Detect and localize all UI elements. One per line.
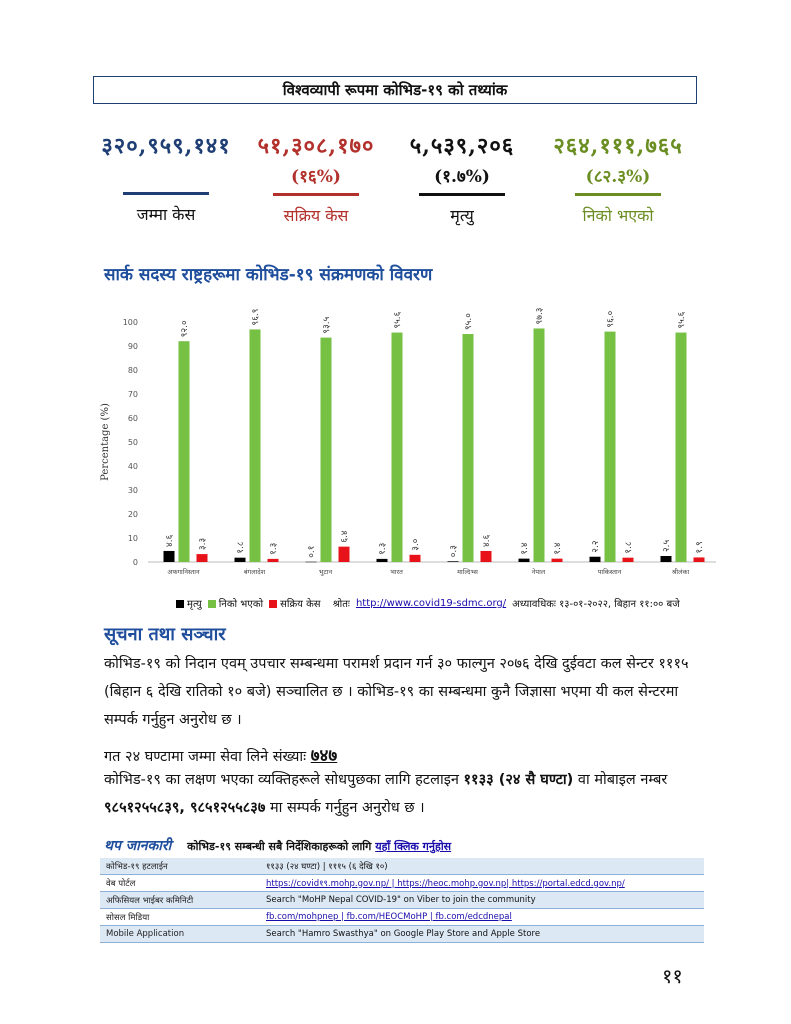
y-tick-label: 90 (127, 342, 138, 351)
service-count-label: गत २४ घण्टामा जम्मा सेवा लिने संख्याः (104, 749, 307, 765)
call-center-paragraph: कोभिड-१९ को निदान एवम् उपचार सम्बन्धमा परामर्श प्रदान गर्न ३० फाल्गुन २०७६ देखि दुईवटा कल सेन्टर १११५ (बिहान ६ देखि रातिको १० बजे) सञ्चालित छ । कोभिड-१९ का सम्बन्धमा कुनै जिज्ञासा भएमा यी कल सेन्टरमा सम्पर्क गर्नुहुन अनुरोध छ । (104, 656, 689, 728)
legend-item-recovered (208, 596, 263, 610)
table-key: कोभिड-१९ हटलाईन (100, 858, 260, 875)
stat-percent (96, 164, 236, 186)
mobile-numbers: ९८५१२५५८३९, ९८५१२५५८३७ (104, 800, 266, 816)
bar-deaths (377, 559, 388, 562)
y-tick-label: 100 (122, 318, 138, 327)
x-tick-label: माल्दिभ्स (457, 568, 478, 576)
bar-value-label: ९६.९ (251, 308, 261, 326)
bar-recovered (392, 333, 403, 562)
bar-value-label: ०.३ (449, 545, 459, 558)
bar-value-label: १.९ (695, 541, 705, 554)
stat-active-cases (246, 130, 386, 226)
table-value: Search "MoHP Nepal COVID-19" on Viber to join the community (260, 892, 704, 909)
contact-info-table (100, 858, 704, 943)
bar-value-label: ३.३ (198, 537, 208, 551)
bar-deaths (661, 556, 672, 562)
bar-value-label: ४.६ (482, 534, 492, 547)
table-key: सोसल मिडिया (100, 909, 260, 926)
bar-recovered (321, 338, 332, 562)
x-tick-label: पाकिस्तान (597, 568, 622, 576)
y-tick-label: 10 (127, 534, 138, 543)
bar-active (694, 557, 705, 562)
bar-value-label: २.५ (662, 539, 672, 552)
bar-deaths (235, 558, 246, 562)
bar-value-label: ९५.६ (393, 311, 403, 329)
table-key: अफिसियल भाईबर कमिनिटी (100, 892, 260, 909)
chart-legend (176, 596, 680, 610)
table-row (100, 926, 704, 943)
saarc-section-title: सार्क सदस्य राष्ट्रहरूमा कोभिड-१९ संक्रमणको विवरण (104, 265, 433, 285)
guidelines-link[interactable]: यहाँ क्लिक गर्नुहोस (375, 840, 452, 853)
legend-swatch (176, 600, 184, 608)
stat-label: सक्रिय केस (283, 206, 349, 225)
stat-value: ५,५३९,२०६ (409, 133, 515, 159)
bar-value-label: ०.१ (307, 545, 317, 558)
bar-value-label: ९७.३ (535, 307, 545, 325)
legend-swatch (269, 600, 277, 608)
hotline-text-b: वा मोबाइल नम्बर (577, 772, 668, 788)
bar-value-label: ६.४ (340, 530, 350, 543)
legend-label: मृत्यु (187, 599, 202, 610)
table-row (100, 858, 704, 875)
page-number: ११ (662, 964, 683, 988)
x-tick-label: अफगानिस्तान (167, 568, 200, 576)
bar-deaths (306, 562, 317, 563)
bar-recovered (676, 333, 687, 562)
bar-active (268, 559, 279, 562)
stat-label: निको भएको (582, 206, 654, 225)
page-header-title: विश्वव्यापी रूपमा कोभिड-१९ को तथ्यांक (93, 76, 697, 104)
more-info-title: थप जानकारी (104, 838, 172, 854)
bar-active (552, 559, 563, 562)
y-tick-label: 30 (127, 486, 138, 495)
bar-value-label: १.८ (236, 541, 246, 554)
stat-rule (123, 192, 209, 195)
bar-value-label: ९६.० (606, 310, 616, 328)
stat-label: मृत्यु (450, 206, 474, 225)
web-portal-links[interactable]: https://covid१९.mohp.gov.np/ | https://heoc.mohp.gov.np| https://portal.edcd.gov.np/ (266, 878, 625, 889)
bar-value-label: ९५.६ (677, 311, 687, 329)
bar-value-label: ९२.० (180, 320, 190, 338)
bar-recovered (463, 334, 474, 562)
y-tick-label: 70 (127, 390, 138, 399)
saarc-covid-bar-chart (96, 290, 736, 610)
bar-active (339, 547, 350, 562)
bar-recovered (179, 341, 190, 562)
bar-recovered (250, 329, 261, 562)
table-value: ११३३ (२४ घण्टा) | १११५ (६ देखि १०) (260, 858, 704, 875)
y-tick-label: 0 (132, 558, 138, 567)
bar-value-label: २.२ (591, 540, 601, 553)
bar-active (410, 555, 421, 562)
bar-value-label: ९५.० (464, 313, 474, 330)
table-key: Mobile Application (100, 926, 260, 943)
source-updated: अध्यावधिकः १३-०१-२०२२, बिहान ११:०० बजे (512, 599, 680, 610)
bar-value-label: १.३ (378, 542, 388, 555)
bar-value-label: ३.० (411, 538, 421, 551)
table-row (100, 875, 704, 892)
x-tick-label: भुटान (318, 568, 333, 576)
bar-value-label: १.४ (553, 542, 563, 555)
hotline-number: ११३३ (२४ सै घण्टा) (463, 772, 574, 788)
source-link[interactable]: http://www.covid19-sdmc.org/ (355, 597, 507, 609)
legend-item-deaths (176, 596, 202, 610)
stat-percent: (८२.३%) (585, 167, 651, 187)
table-value (260, 909, 704, 926)
legend-swatch (208, 600, 216, 608)
more-info-text: कोभिड-१९ सम्बन्धी सबै निर्देशिकाहरूको लागि (187, 840, 372, 853)
y-tick-label: 80 (127, 366, 138, 375)
hotline-text-c: मा सम्पर्क गर्नुहुन अनुरोध छ । (269, 800, 425, 816)
bar-value-label: १.४ (520, 542, 530, 555)
bar-deaths (164, 551, 175, 562)
hotline-text-a: कोभिड-१९ का लक्षण भएका व्यक्तिहरूले सोधपुछका लागि हटलाइन (104, 772, 459, 788)
bar-value-label: १.८ (624, 541, 634, 554)
info-section-title: सूचना तथा सञ्चार (104, 624, 226, 645)
stat-deaths (392, 130, 532, 226)
bar-value-label: १.३ (269, 542, 279, 555)
y-tick-label: 50 (127, 438, 138, 447)
x-tick-label: भारत (390, 568, 403, 576)
stat-percent: (१.७%) (434, 167, 490, 187)
table-value: Search "Hamro Swasthya" on Google Play Store and Apple Store (260, 926, 704, 943)
stat-value: ५१,३०८,१७० (257, 133, 375, 159)
stat-rule (575, 193, 661, 196)
more-info-line (104, 836, 451, 855)
bar-active (623, 558, 634, 562)
stat-label: जम्मा केस (136, 205, 196, 224)
stat-total-cases (96, 130, 236, 225)
bar-active (197, 554, 208, 562)
table-key: वेब पोर्टल (100, 875, 260, 892)
bar-deaths (590, 557, 601, 562)
service-count-value: ७४७ (310, 746, 338, 766)
stat-rule (273, 193, 359, 196)
bar-deaths (448, 561, 459, 562)
legend-item-active (269, 596, 320, 610)
y-axis-label: Percentage (%) (100, 403, 111, 481)
legend-label: सक्रिय केस (280, 599, 321, 610)
bar-recovered (605, 332, 616, 562)
bar-value-label: ४.६ (165, 534, 175, 547)
table-row (100, 892, 704, 909)
stat-recovered (538, 130, 698, 226)
stat-rule (419, 193, 505, 196)
legend-label: निको भएको (218, 599, 264, 610)
bar-deaths (519, 559, 530, 562)
bar-active (481, 551, 492, 562)
stat-value: ३२०,९५९,१४१ (101, 133, 231, 159)
hotline-paragraph (104, 766, 704, 822)
bar-recovered (534, 328, 545, 562)
y-tick-label: 20 (127, 510, 138, 519)
bar-value-label: ९३.५ (322, 316, 332, 334)
x-tick-label: बंगलादेश (243, 568, 266, 576)
stat-value: २६४,१११,७६५ (553, 133, 683, 159)
source-label: श्रोतः (332, 599, 350, 610)
x-tick-label: श्रीलंका (671, 568, 690, 576)
x-tick-label: नेपाल (531, 568, 546, 576)
table-value (260, 875, 704, 892)
stat-percent: (१६%) (291, 167, 341, 187)
table-row (100, 909, 704, 926)
y-tick-label: 40 (127, 462, 138, 471)
social-media-links[interactable]: fb.com/mohpnep | fb.com/HEOCMoHP | fb.com/edcdnepal (266, 912, 512, 922)
y-tick-label: 60 (127, 414, 138, 423)
